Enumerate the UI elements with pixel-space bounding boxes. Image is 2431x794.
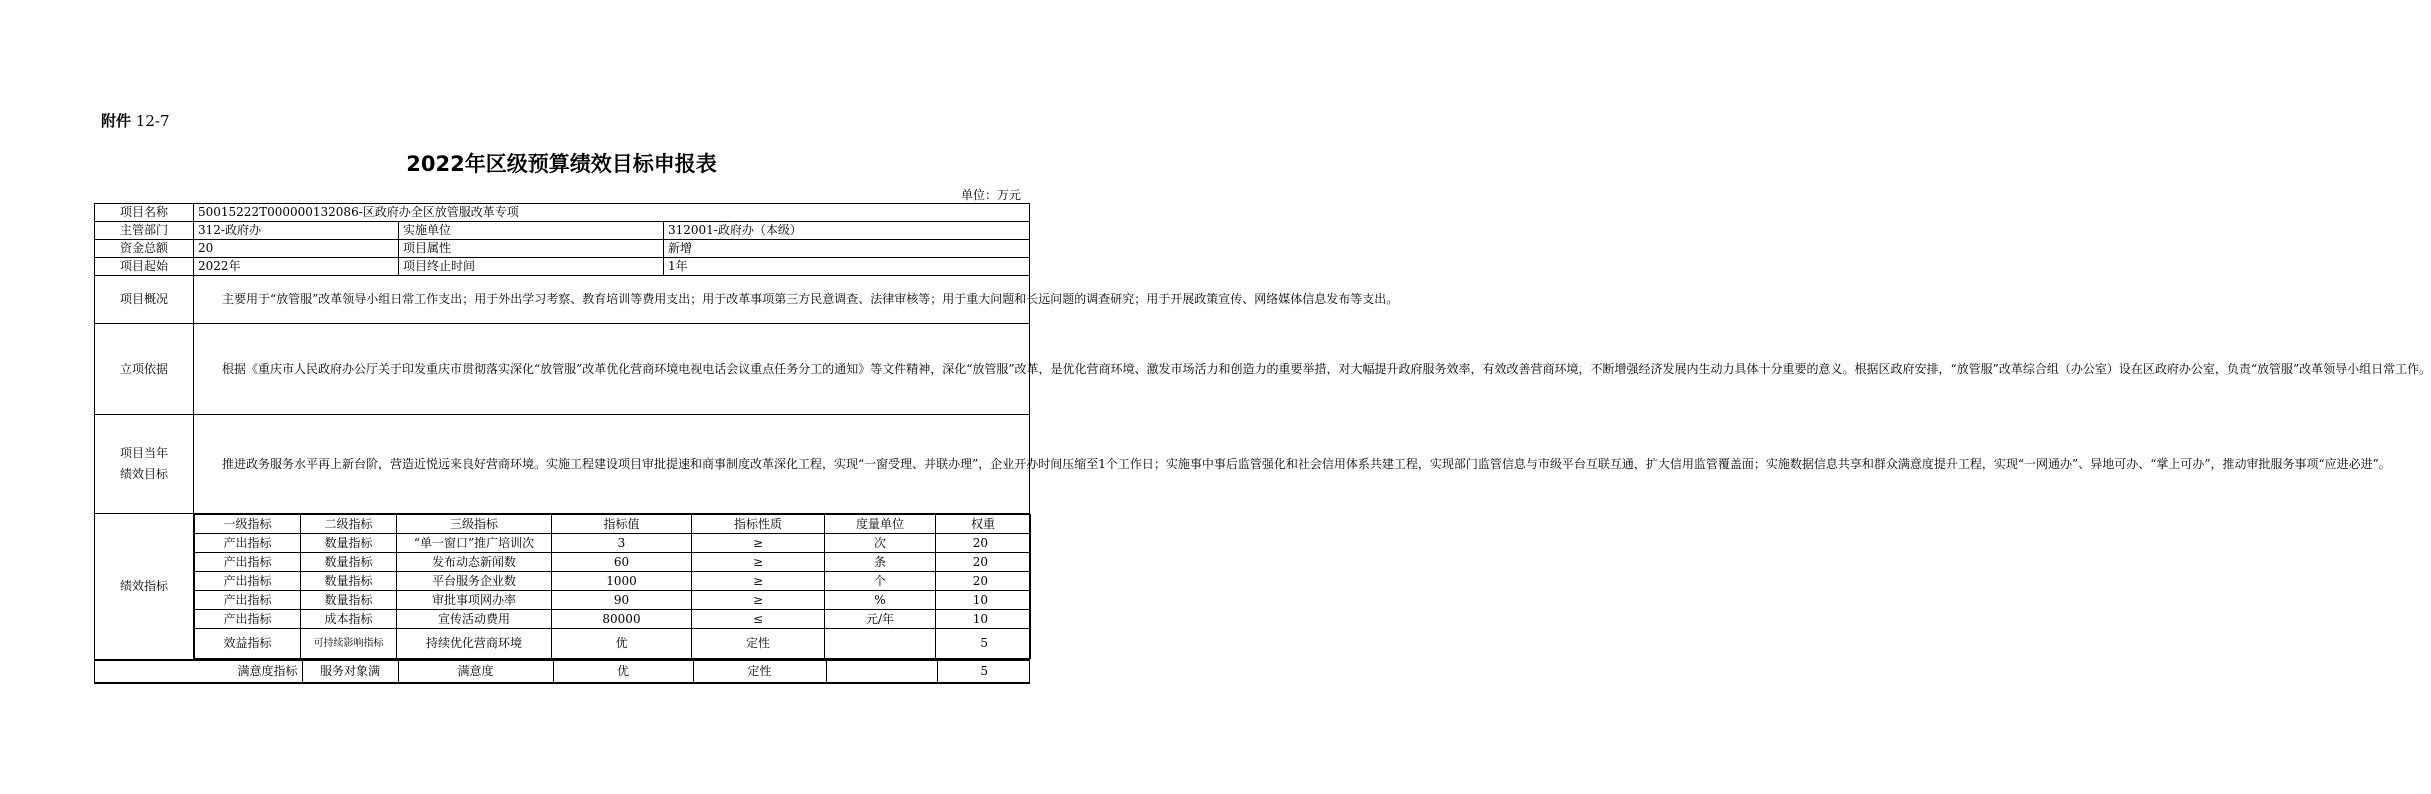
row-weight: 20 <box>936 534 1031 553</box>
header-level3: 三级指标 <box>397 515 552 534</box>
row-unit: 条 <box>825 553 936 572</box>
row-level3: 发布动态新闻数 <box>397 553 552 572</box>
attr-value: 新增 <box>664 240 1030 258</box>
row-value: 优 <box>552 629 692 659</box>
row-amount <box>95 240 1030 258</box>
row-project-name <box>95 204 1030 222</box>
budget-table <box>94 203 2431 684</box>
satisfaction-cell <box>95 660 1030 684</box>
table-row <box>95 661 1030 683</box>
row-nature: ≥ <box>692 553 825 572</box>
project-name-label: 项目名称 <box>95 204 194 222</box>
table-row <box>195 553 1031 572</box>
project-name-value: 50015222T000000132086-区政府办全区放管服改革专项 <box>194 204 1030 222</box>
row-value: 90 <box>552 591 692 610</box>
row-level3: 审批事项网办率 <box>397 591 552 610</box>
row-level1: 产出指标 <box>195 534 301 553</box>
goal-text: 推进政务服务水平再上新台阶，营造近悦远来良好营商环境。实施工程建设项目审批提速和商事制度改革深化工程，实现“一窗受理、并联办理”，企业开办时间压缩至1个工作日；实施事中事后监管强化和社会信用体系共建工程，实现部门监管信息与市级平台互联互通，扩大信用监管覆盖面；实施数据信息共享和群众满意度提升工程，实现“一网通办”、异地可办、“掌上可办”，推动审批服务事项“应进必进”。 <box>194 415 1030 514</box>
row-level2: 数量指标 <box>301 591 397 610</box>
row-level2: 数量指标 <box>301 534 397 553</box>
amount-label: 资金总额 <box>95 240 194 258</box>
row-value: 60 <box>552 553 692 572</box>
row-level3: “单一窗口”推广培训次 <box>397 534 552 553</box>
row-unit: 个 <box>825 572 936 591</box>
row-unit: 元/年 <box>825 610 936 629</box>
row-weight: 5 <box>936 629 1031 659</box>
attachment-label <box>101 110 170 131</box>
header-level1: 一级指标 <box>195 515 301 534</box>
overview-text: 主要用于“放管服”改革领导小组日常工作支出；用于外出学习考察、教育培训等费用支出；用于改革事项第三方民意调查、法律审核等；用于重大问题和长远问题的调查研究；用于开展政策宣传、网络媒体信息发布等支出。 <box>194 276 1030 324</box>
row-goal <box>95 415 1030 514</box>
row-level2: 成本指标 <box>301 610 397 629</box>
header-unit: 度量单位 <box>825 515 936 534</box>
goal-label-line2: 绩效目标 <box>119 467 168 481</box>
row-unit: % <box>825 591 936 610</box>
row-level2: 数量指标 <box>301 572 397 591</box>
dept-label: 主管部门 <box>95 222 194 240</box>
row-level3: 平台服务企业数 <box>397 572 552 591</box>
header-value: 指标值 <box>552 515 692 534</box>
impl-value: 312001-政府办（本级） <box>664 222 1030 240</box>
row-level2: 数量指标 <box>301 553 397 572</box>
row-indicators <box>95 514 1030 660</box>
amount-value: 20 <box>194 240 399 258</box>
header-weight: 权重 <box>936 515 1031 534</box>
row-unit <box>825 629 936 659</box>
start-value: 2022年 <box>194 258 399 276</box>
row-level2: 可持续影响指标 <box>301 629 397 659</box>
satisfaction-value: 优 <box>553 661 693 683</box>
overview-label: 项目概况 <box>95 276 194 324</box>
indicators-table <box>194 514 1031 659</box>
row-period <box>95 258 1030 276</box>
row-value: 80000 <box>552 610 692 629</box>
indicators-cell <box>194 514 1030 660</box>
satisfaction-level2: 服务对象满 <box>302 661 398 683</box>
indicators-label: 绩效指标 <box>95 514 194 660</box>
row-weight: 20 <box>936 553 1031 572</box>
row-nature: ≥ <box>692 572 825 591</box>
table-row <box>195 591 1031 610</box>
header-nature: 指标性质 <box>692 515 825 534</box>
row-level3: 宣传活动费用 <box>397 610 552 629</box>
satisfaction-level1: 满意度指标 <box>95 661 302 683</box>
dept-value: 312-政府办 <box>194 222 399 240</box>
row-level1: 产出指标 <box>195 553 301 572</box>
page-title <box>0 148 1123 178</box>
table-row <box>195 572 1031 591</box>
table-row <box>195 534 1031 553</box>
attr-label: 项目属性 <box>399 240 664 258</box>
table-row <box>195 629 1031 659</box>
basis-label: 立项依据 <box>95 324 194 415</box>
satisfaction-weight: 5 <box>937 661 1030 683</box>
title-text: 年区级预算绩效目标申报表 <box>464 152 717 176</box>
row-level1: 产出指标 <box>195 572 301 591</box>
end-value: 1年 <box>664 258 1030 276</box>
satisfaction-table <box>95 660 1030 683</box>
row-value: 3 <box>552 534 692 553</box>
row-satisfaction <box>95 660 1030 684</box>
end-label: 项目终止时间 <box>399 258 664 276</box>
satisfaction-level3: 满意度 <box>398 661 553 683</box>
unit-label: 单位：万元 <box>960 188 1021 202</box>
row-weight: 10 <box>936 610 1031 629</box>
row-nature: 定性 <box>692 629 825 659</box>
row-nature: ≥ <box>692 591 825 610</box>
row-weight: 10 <box>936 591 1031 610</box>
attachment-number: 12-7 <box>135 112 170 130</box>
attachment-prefix: 附件 <box>101 112 132 130</box>
row-basis <box>95 324 1030 415</box>
impl-label: 实施单位 <box>399 222 664 240</box>
row-unit: 次 <box>825 534 936 553</box>
header-level2: 二级指标 <box>301 515 397 534</box>
row-level1: 产出指标 <box>195 591 301 610</box>
start-label: 项目起始 <box>95 258 194 276</box>
satisfaction-unit <box>826 661 937 683</box>
goal-label-line1: 项目当年 <box>119 446 168 460</box>
row-level1: 产出指标 <box>195 610 301 629</box>
row-value: 1000 <box>552 572 692 591</box>
goal-label <box>95 415 194 514</box>
row-overview <box>95 276 1030 324</box>
indicators-header-row <box>195 515 1031 534</box>
basis-text: 根据《重庆市人民政府办公厅关于印发重庆市贯彻落实深化“放管服”改革优化营商环境电视电话会议重点任务分工的通知》等文件精神，深化“放管服”改革，是优化营商环境、激发市场活力和创造力的重要举措，对大幅提升政府服务效率，有效改善营商环境，不断增强经济发展内生动力具体十分重要的意义。根据区政府安排，“放管服”改革综合组（办公室）设在区政府办公室，负责“放管服”改革领导小组日常工作。 <box>194 324 1030 415</box>
row-department <box>95 222 1030 240</box>
row-level3: 持续优化营商环境 <box>397 629 552 659</box>
row-level1: 效益指标 <box>195 629 301 659</box>
satisfaction-nature: 定性 <box>693 661 826 683</box>
row-nature: ≤ <box>692 610 825 629</box>
title-year: 2022 <box>406 152 465 176</box>
row-weight: 20 <box>936 572 1031 591</box>
row-nature: ≥ <box>692 534 825 553</box>
table-row <box>195 610 1031 629</box>
